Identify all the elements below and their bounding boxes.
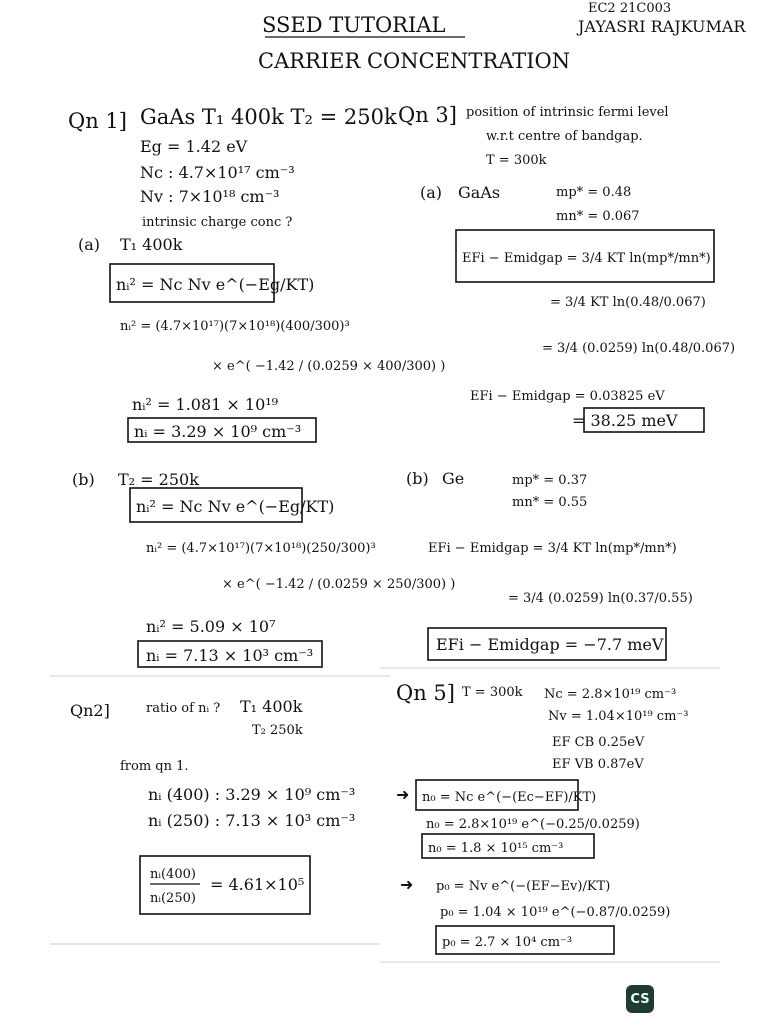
q2-ratio-numerator: nᵢ(400)	[150, 867, 196, 882]
q2-t1: T₁ 400k	[240, 697, 303, 716]
q2-question: ratio of nᵢ ?	[146, 701, 221, 716]
q3a-result: EFi − Emidgap = 0.03825 eV	[470, 389, 665, 404]
q1-question: intrinsic charge conc ?	[142, 215, 293, 230]
q2-from: from qn 1.	[120, 759, 189, 774]
q1a-formula: nᵢ² = Nc Nv e^(−Eg/KT)	[116, 275, 315, 294]
q1a-substitution-2: × e^( −1.42 / (0.0259 × 400/300) )	[212, 359, 446, 374]
q2-ratio-denominator: nᵢ(250)	[150, 891, 196, 906]
q1b-substitution-1: nᵢ² = (4.7×10¹⁷)(7×10¹⁸)(250/300)³	[146, 541, 376, 556]
q2-ratio-value: = 4.61×10⁵	[210, 875, 305, 894]
q1a-temp: T₁ 400k	[120, 235, 183, 254]
q3a-step2: = 3/4 (0.0259) ln(0.48/0.067)	[542, 341, 736, 356]
page-subtitle: CARRIER CONCENTRATION	[258, 49, 571, 73]
q5-ef-cb: EF CB 0.25eV	[552, 735, 645, 750]
q3b-answer: EFi − Emidgap = −7.7 meV	[436, 635, 664, 654]
q1a-label: (a)	[78, 235, 101, 254]
q3b-material: Ge	[442, 469, 465, 488]
author-name: JAYASRI RAJKUMAR	[578, 17, 746, 36]
q5-nv: Nv = 1.04×10¹⁹ cm⁻³	[548, 709, 689, 724]
q2-line1: nᵢ (400) : 3.29 × 10⁹ cm⁻³	[148, 785, 356, 804]
q5-ef-vb: EF VB 0.87eV	[552, 757, 644, 772]
q1-given-nc: Nc : 4.7×10¹⁷ cm⁻³	[140, 163, 295, 182]
q3-question-line1: position of intrinsic fermi level	[466, 105, 669, 120]
q1b-answer: nᵢ = 7.13 × 10³ cm⁻³	[146, 646, 314, 665]
q3a-answer: = 38.25 meV	[572, 411, 678, 430]
q3b-mn: mn* = 0.55	[512, 495, 588, 510]
q3b-formula: EFi − Emidgap = 3/4 KT ln(mp*/mn*)	[428, 541, 677, 556]
q1-label: Qn 1]	[68, 109, 127, 133]
q1a-substitution-1: nᵢ² = (4.7×10¹⁷)(7×10¹⁸)(400/300)³	[120, 319, 350, 334]
q1a-answer: nᵢ = 3.29 × 10⁹ cm⁻³	[134, 422, 302, 441]
page-title: SSED TUTORIAL	[262, 13, 446, 37]
q2-t2: T₂ 250k	[252, 723, 303, 738]
q3a-formula: EFi − Emidgap = 3/4 KT ln(mp*/mn*)	[462, 251, 711, 266]
q3a-material: GaAs	[458, 183, 501, 202]
q3a-mn: mn* = 0.067	[556, 209, 640, 224]
q1b-formula: nᵢ² = Nc Nv e^(−Eg/KT)	[136, 497, 335, 516]
q5-p-answer: p₀ = 2.7 × 10⁴ cm⁻³	[442, 935, 573, 950]
q1b-label: (b)	[72, 470, 95, 489]
q5-n-answer: n₀ = 1.8 × 10¹⁵ cm⁻³	[428, 841, 564, 856]
q3-label: Qn 3]	[398, 103, 457, 127]
q1-given-eg: Eg = 1.42 eV	[140, 137, 248, 156]
q5-n-formula: n₀ = Nc e^(−(Ec−EF)/KT)	[422, 790, 597, 805]
q1b-substitution-2: × e^( −1.42 / (0.0259 × 250/300) )	[222, 577, 456, 592]
q5-p-formula: p₀ = Nv e^(−(EF−Ev)/KT)	[436, 879, 611, 894]
q2-line2: nᵢ (250) : 7.13 × 10³ cm⁻³	[148, 811, 356, 830]
q1b-temp: T₂ = 250k	[118, 470, 199, 489]
q3-question-line2: w.r.t centre of bandgap.	[486, 129, 643, 144]
q1-given-nv: Nv : 7×10¹⁸ cm⁻³	[140, 187, 280, 206]
question-1	[68, 105, 455, 667]
q3b-label: (b)	[406, 469, 429, 488]
q1-given-line1: GaAs T₁ 400k T₂ = 250k	[140, 105, 397, 129]
q3b-step1: = 3/4 (0.0259) ln(0.37/0.55)	[508, 591, 693, 606]
q5-arrow-n: ➜	[396, 785, 410, 804]
q3a-mp: mp* = 0.48	[556, 185, 632, 200]
q2-label: Qn2]	[70, 701, 110, 720]
q1b-result-squared: nᵢ² = 5.09 × 10⁷	[146, 617, 276, 636]
q5-arrow-p: ➜	[400, 875, 414, 894]
q5-n-substitution: n₀ = 2.8×10¹⁹ e^(−0.25/0.0259)	[426, 817, 640, 832]
q5-p-substitution: p₀ = 1.04 × 10¹⁹ e^(−0.87/0.0259)	[440, 905, 671, 920]
q3a-label: (a)	[420, 183, 443, 202]
q5-temp: T = 300k	[462, 685, 523, 700]
q3b-mp: mp* = 0.37	[512, 473, 588, 488]
camscanner-badge: CS	[626, 985, 654, 1013]
question-2	[50, 676, 390, 944]
q1a-result-squared: nᵢ² = 1.081 × 10¹⁹	[132, 395, 279, 414]
q3a-step1: = 3/4 KT ln(0.48/0.067)	[550, 295, 706, 310]
roll-number: EC2 21C003	[588, 1, 672, 16]
q3-temp: T = 300k	[486, 153, 547, 168]
question-5	[380, 681, 720, 962]
q5-label: Qn 5]	[396, 681, 455, 705]
q5-nc: Nc = 2.8×10¹⁹ cm⁻³	[544, 687, 677, 702]
